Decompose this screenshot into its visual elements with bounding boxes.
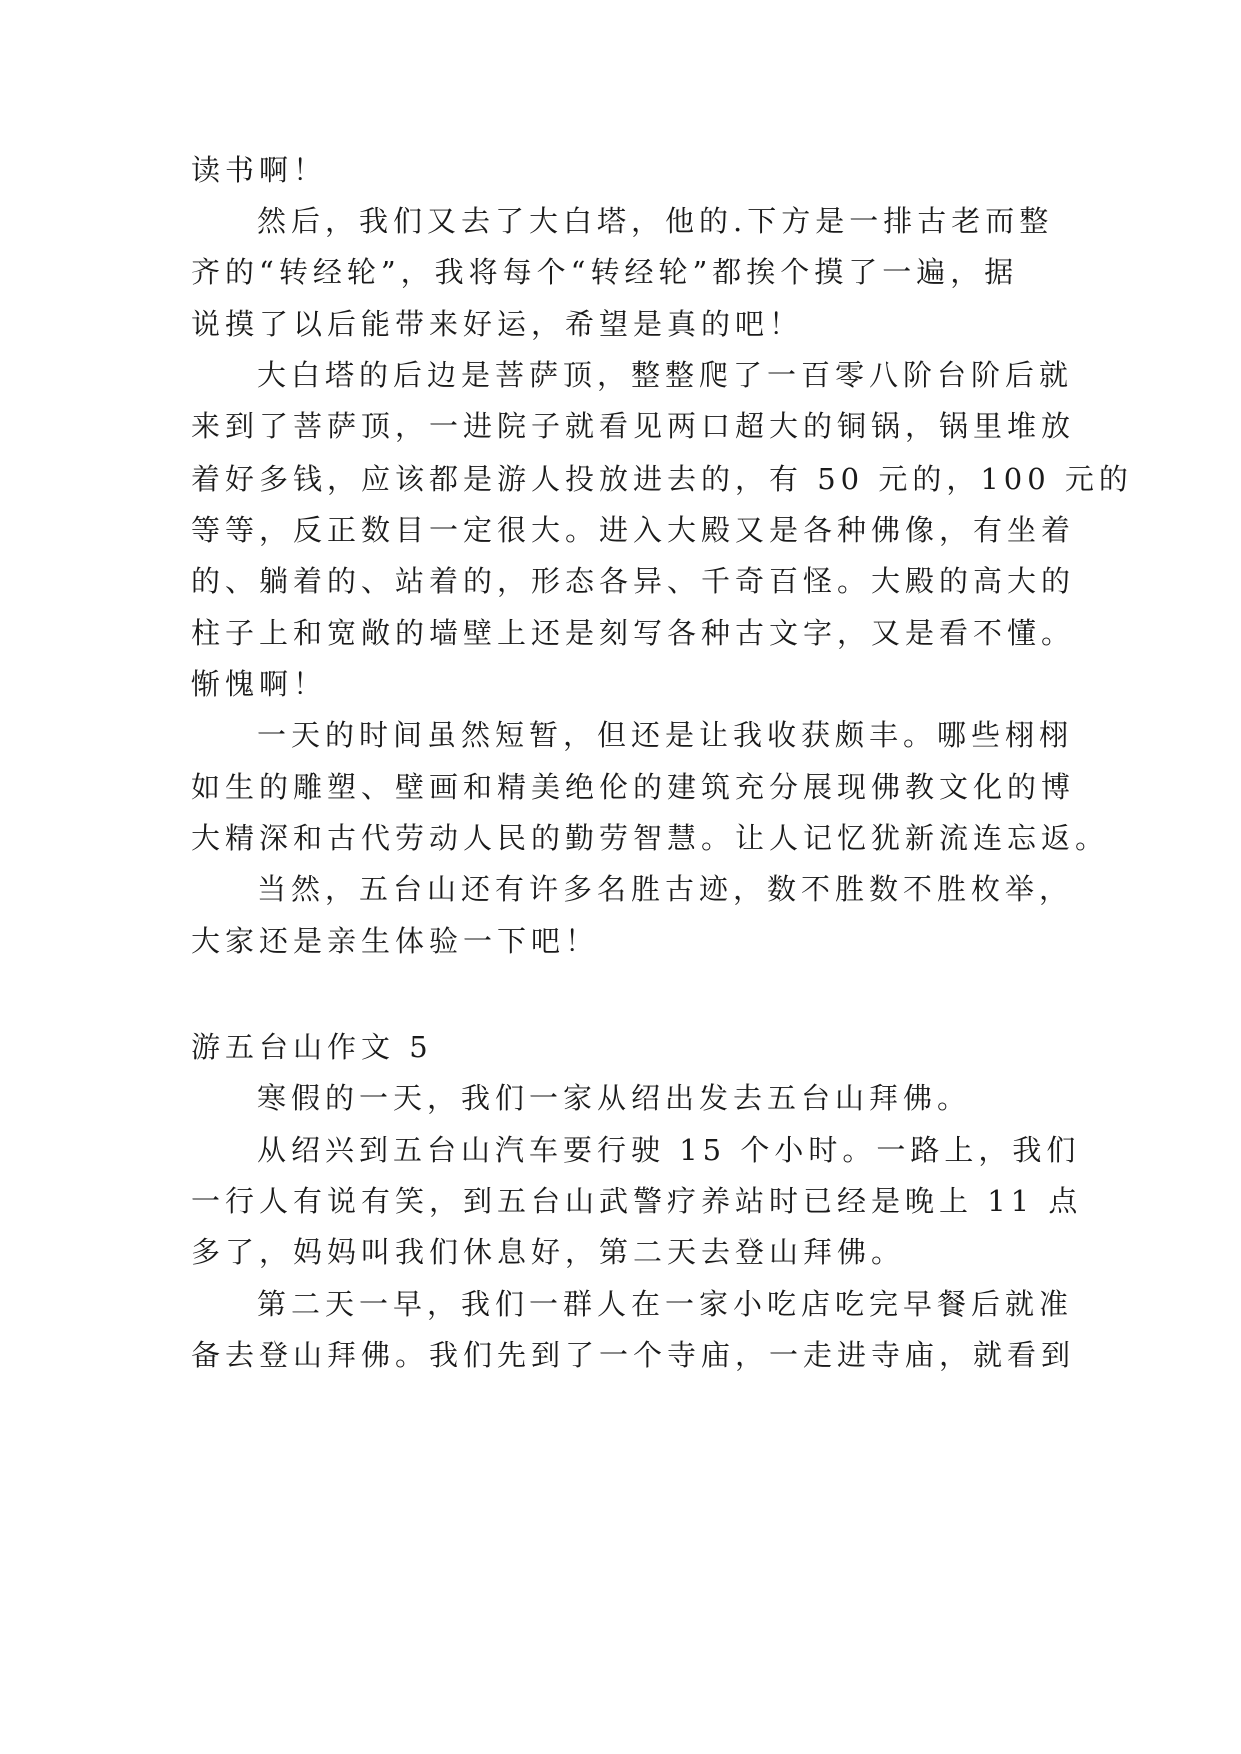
paragraph-first-line: 寒假的一天，我们一家从绍出发去五台山拜佛。: [257, 1081, 972, 1115]
text-line: 大精深和古代劳动人民的勤劳智慧。让人记忆犹新流连忘返。: [191, 821, 1110, 855]
text-line: 惭愧啊！: [191, 667, 328, 701]
text-line: 的、躺着的、站着的，形态各异、千奇百怪。大殿的高大的: [191, 564, 1076, 598]
text-line: 柱子上和宽敞的墙壁上还是刻写各种古文字，又是看不懂。: [191, 616, 1076, 650]
paragraph-first-line: 一天的时间虽然短暂，但还是让我收获颇丰。哪些栩栩: [257, 718, 1074, 752]
text-line: 备去登山拜佛。我们先到了一个寺庙，一走进寺庙，就看到: [191, 1338, 1076, 1372]
paragraph-first-line: 从绍兴到五台山汽车要行驶 15 个小时。一路上，我们: [257, 1133, 1081, 1167]
text-line: 读书啊！: [191, 153, 328, 187]
text-line: 多了，妈妈叫我们休息好，第二天去登山拜佛。: [191, 1235, 906, 1269]
paragraph-first-line: 第二天一早，我们一群人在一家小吃店吃完早餐后就准: [257, 1287, 1074, 1321]
text-line: 如生的雕塑、壁画和精美绝伦的建筑充分展现佛教文化的博: [191, 770, 1076, 804]
text-line: 来到了菩萨顶，一进院子就看见两口超大的铜锅，锅里堆放: [191, 409, 1076, 443]
section-heading: 游五台山作文 5: [191, 1030, 433, 1064]
text-line: 齐的“转经轮”，我将每个“转经轮”都挨个摸了一遍，据: [191, 255, 1019, 289]
paragraph-first-line: 然后，我们又去了大白塔，他的.下方是一排古老而整: [257, 204, 1054, 238]
text-line: 大家还是亲生体验一下吧！: [191, 924, 600, 958]
text-line: 着好多钱，应该都是游人投放进去的，有 50 元的，100 元的: [191, 462, 1133, 496]
paragraph-first-line: 当然，五台山还有许多名胜古迹，数不胜数不胜枚举，: [257, 872, 1074, 906]
text-line: 等等，反正数目一定很大。进入大殿又是各种佛像，有坐着: [191, 513, 1076, 547]
paragraph-first-line: 大白塔的后边是菩萨顶，整整爬了一百零八阶台阶后就: [257, 358, 1074, 392]
text-line: 说摸了以后能带来好运，希望是真的吧！: [191, 307, 804, 341]
text-line: 一行人有说有笑，到五台山武警疗养站时已经是晚上 11 点: [191, 1184, 1083, 1218]
